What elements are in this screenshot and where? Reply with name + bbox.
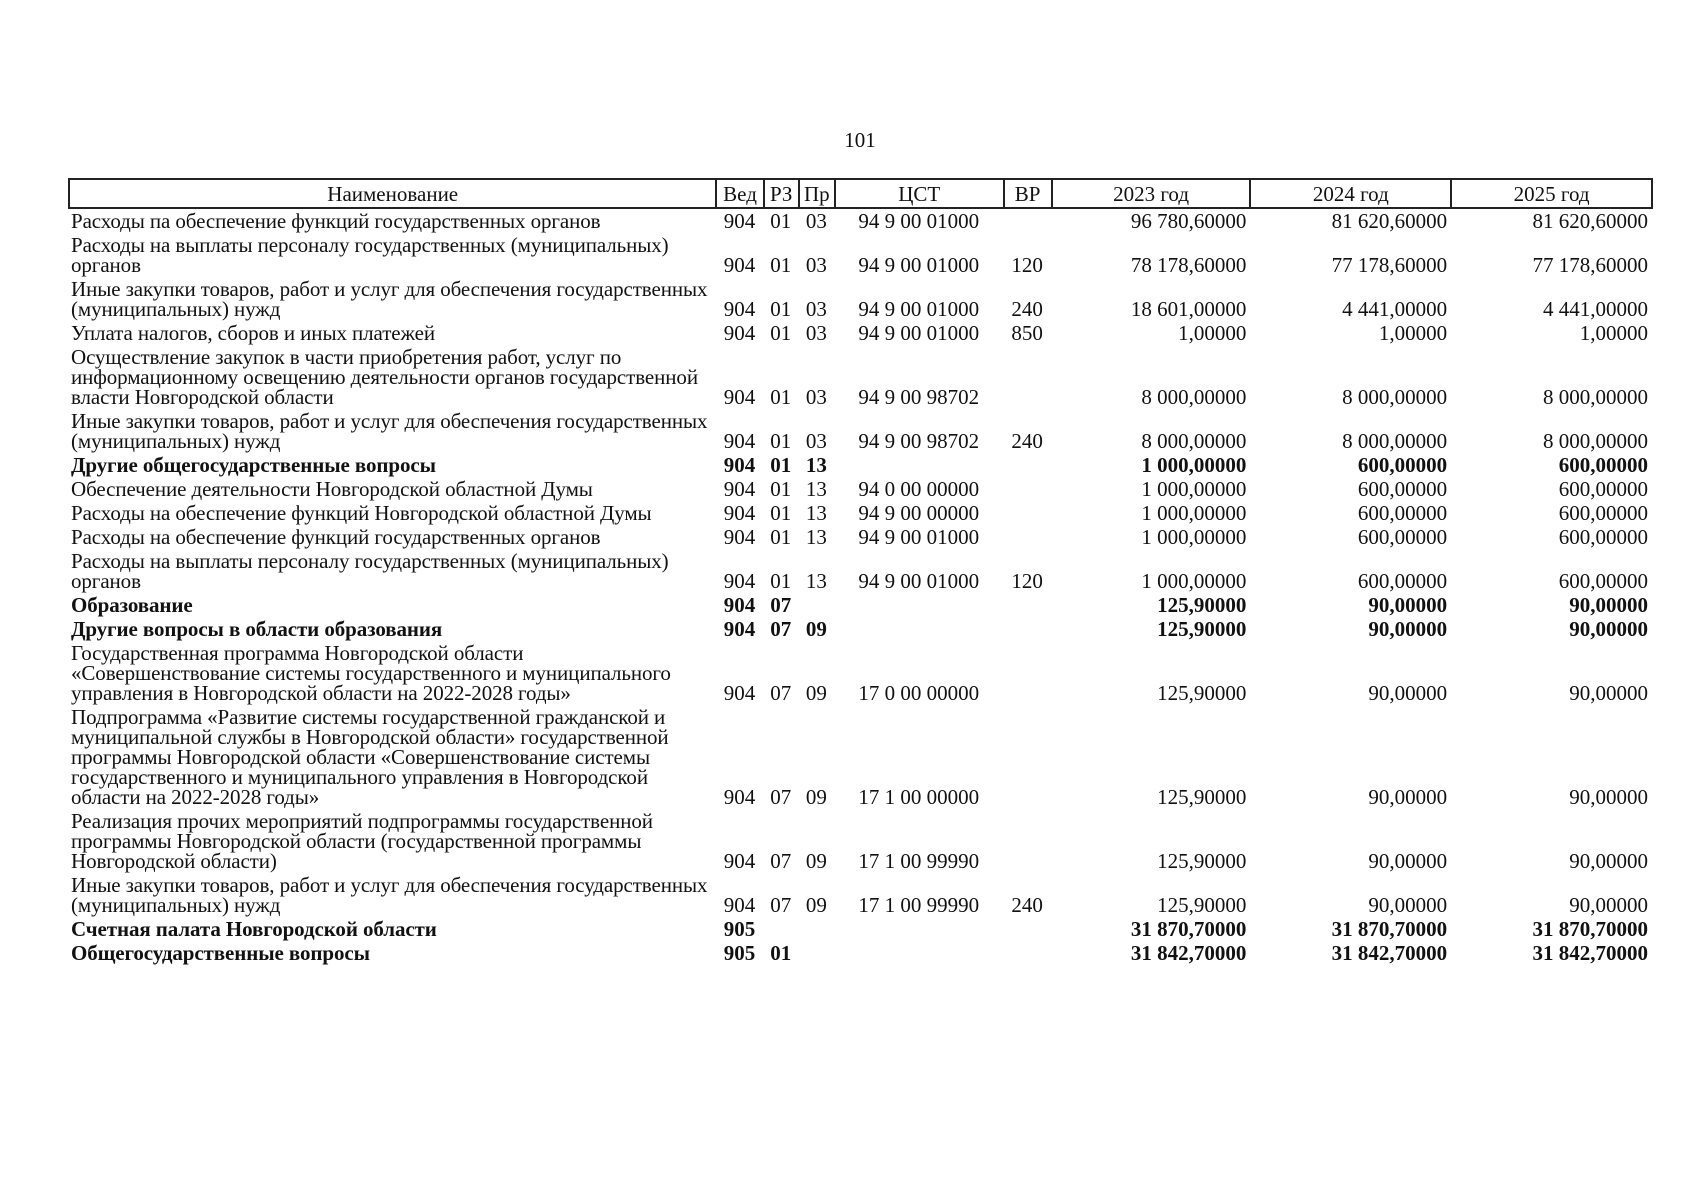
cell-pr: 03	[805, 429, 827, 453]
table-row	[69, 873, 1652, 917]
cell-ved: 904	[723, 569, 756, 593]
cell-rz: 07	[770, 593, 792, 617]
cell-2025: 8 000,00000	[1543, 385, 1648, 409]
table-row	[69, 321, 1652, 345]
cell-2023: 31 842,70000	[1130, 941, 1247, 965]
cell-name: Расходы на выплаты персоналу государственных (муниципальных) органов	[71, 549, 669, 593]
table-row	[69, 409, 1652, 453]
cell-ved: 904	[723, 477, 756, 501]
cell-2025: 600,00000	[1558, 525, 1648, 549]
cell-cst: 94 9 00 01000	[858, 297, 980, 321]
cell-rz: 01	[770, 477, 792, 501]
cell-vr: 240	[1011, 893, 1043, 917]
table-row	[69, 208, 1652, 233]
cell-rz: 01	[770, 297, 792, 321]
cell-cst: 94 9 00 01000	[858, 209, 980, 233]
cell-2023: 125,90000	[1157, 849, 1247, 873]
cell-rz: 07	[770, 849, 792, 873]
cell-2024: 90,00000	[1368, 593, 1448, 617]
cell-2023: 31 870,70000	[1130, 917, 1247, 941]
cell-2025: 31 870,70000	[1532, 917, 1648, 941]
cell-rz: 01	[770, 429, 792, 453]
cell-2024: 31 870,70000	[1331, 917, 1448, 941]
cell-name: Реализация прочих мероприятий подпрограммы государственной программы Новгородской области (государственной программы Новгородской области)	[71, 809, 653, 873]
cell-pr: 03	[805, 209, 827, 233]
cell-vr	[1004, 809, 1052, 873]
cell-rz: 01	[770, 209, 792, 233]
cell-cst: 94 9 00 01000	[858, 569, 980, 593]
cell-2024: 90,00000	[1368, 681, 1448, 705]
cell-2023: 1 000,00000	[1141, 477, 1247, 501]
cell-cst: 94 9 00 01000	[858, 253, 980, 277]
cell-ved: 904	[723, 593, 756, 617]
cell-pr: 13	[805, 453, 827, 477]
cell-2023: 18 601,00000	[1130, 297, 1247, 321]
cell-2023: 125,90000	[1157, 681, 1247, 705]
cell-vr: 120	[1011, 569, 1043, 593]
cell-name: Общегосударственные вопросы	[71, 941, 370, 965]
cell-cst: 94 9 00 98702	[858, 385, 980, 409]
budget-table	[68, 178, 1653, 965]
cell-cst	[835, 593, 1004, 617]
cell-name: Расходы на обеспечение функций государственных органов	[71, 525, 601, 549]
cell-2023: 1,00000	[1178, 321, 1247, 345]
cell-ved: 904	[723, 893, 756, 917]
cell-rz: 07	[770, 893, 792, 917]
cell-rz: 01	[770, 321, 792, 345]
cell-2024: 600,00000	[1357, 525, 1448, 549]
cell-2025: 4 441,00000	[1543, 297, 1648, 321]
cell-pr: 13	[805, 477, 827, 501]
cell-vr	[1004, 941, 1052, 965]
page-number: 101	[844, 128, 876, 152]
cell-2023: 125,90000	[1157, 593, 1247, 617]
cell-vr	[1004, 917, 1052, 941]
cell-cst	[835, 917, 1004, 941]
cell-pr: 03	[805, 385, 827, 409]
cell-pr	[799, 917, 835, 941]
cell-2025: 77 178,60000	[1532, 253, 1648, 277]
cell-vr	[1004, 525, 1052, 549]
cell-2025: 600,00000	[1558, 501, 1648, 525]
cell-2025: 90,00000	[1569, 785, 1648, 809]
cell-2025: 31 842,70000	[1532, 941, 1648, 965]
cell-pr: 09	[805, 785, 827, 809]
cell-2023: 1 000,00000	[1141, 501, 1247, 525]
cell-ved: 904	[723, 785, 756, 809]
cell-rz: 07	[770, 617, 792, 641]
cell-ved: 904	[723, 429, 756, 453]
cell-2024: 600,00000	[1357, 501, 1448, 525]
cell-2025: 81 620,60000	[1532, 209, 1648, 233]
cell-2025: 600,00000	[1558, 569, 1648, 593]
cell-2025: 90,00000	[1569, 593, 1648, 617]
header-2023: 2023 год	[1052, 179, 1251, 208]
cell-vr	[1004, 477, 1052, 501]
cell-name: Другие общегосударственные вопросы	[71, 453, 436, 477]
cell-2024: 90,00000	[1368, 785, 1448, 809]
cell-rz: 07	[770, 681, 792, 705]
header-rz: РЗ	[764, 179, 799, 208]
cell-ved: 904	[723, 297, 756, 321]
cell-pr: 09	[805, 849, 827, 873]
cell-name: Расходы на обеспечение функций Новгородской областной Думы	[71, 501, 652, 525]
cell-2024: 8 000,00000	[1342, 429, 1448, 453]
header-cst: ЦСТ	[835, 179, 1004, 208]
cell-pr: 13	[805, 525, 827, 549]
cell-2025: 600,00000	[1558, 477, 1648, 501]
cell-rz	[764, 917, 799, 941]
cell-ved: 904	[723, 501, 756, 525]
cell-pr: 03	[805, 297, 827, 321]
cell-2023: 125,90000	[1157, 893, 1247, 917]
cell-2024: 600,00000	[1357, 477, 1448, 501]
cell-ved: 904	[723, 525, 756, 549]
cell-ved: 904	[723, 209, 756, 233]
table-row	[69, 549, 1652, 593]
table-row	[69, 917, 1652, 941]
cell-cst: 94 9 00 01000	[858, 525, 980, 549]
cell-name: Осуществление закупок в части приобретения работ, услуг по информационному освещению деятельности органов государственной власти Новгородской области	[71, 345, 698, 409]
cell-cst: 94 9 00 00000	[858, 501, 980, 525]
cell-2025: 8 000,00000	[1543, 429, 1648, 453]
cell-ved: 905	[723, 941, 756, 965]
cell-pr	[799, 941, 835, 965]
cell-cst	[835, 941, 1004, 965]
table-row	[69, 277, 1652, 321]
cell-2023: 125,90000	[1157, 617, 1247, 641]
cell-2025: 1,00000	[1579, 321, 1648, 345]
header-pr: Пр	[799, 179, 835, 208]
table-row	[69, 477, 1652, 501]
cell-rz: 01	[770, 253, 792, 277]
cell-pr: 09	[805, 681, 827, 705]
cell-2024: 600,00000	[1357, 569, 1448, 593]
cell-vr	[1004, 345, 1052, 409]
table-row	[69, 641, 1652, 705]
cell-vr: 240	[1011, 429, 1043, 453]
cell-2024: 77 178,60000	[1331, 253, 1448, 277]
table-row	[69, 593, 1652, 617]
cell-name: Государственная программа Новгородской области «Совершенствование системы государственного и муниципального управления в Новгородской области на 2022-2028 годы»	[71, 641, 671, 705]
table-row	[69, 705, 1652, 809]
cell-cst: 17 0 00 00000	[858, 681, 980, 705]
cell-2025: 90,00000	[1569, 681, 1648, 705]
cell-vr	[1004, 705, 1052, 809]
cell-vr: 850	[1011, 321, 1043, 345]
table-row	[69, 345, 1652, 409]
cell-name: Иные закупки товаров, работ и услуг для обеспечения государственных (муниципальных) нужд	[71, 409, 708, 453]
cell-vr	[1004, 208, 1052, 233]
cell-name: Иные закупки товаров, работ и услуг для обеспечения государственных (муниципальных) нужд	[71, 277, 708, 321]
cell-2024: 81 620,60000	[1331, 209, 1448, 233]
cell-2023: 78 178,60000	[1130, 253, 1247, 277]
cell-vr	[1004, 501, 1052, 525]
cell-ved: 904	[723, 681, 756, 705]
cell-2025: 90,00000	[1569, 849, 1648, 873]
cell-pr: 03	[805, 321, 827, 345]
cell-vr: 120	[1011, 253, 1043, 277]
cell-vr	[1004, 593, 1052, 617]
cell-2025: 90,00000	[1569, 893, 1648, 917]
cell-vr: 240	[1011, 297, 1043, 321]
cell-ved: 904	[723, 321, 756, 345]
cell-ved: 904	[723, 617, 756, 641]
cell-2023: 8 000,00000	[1141, 385, 1247, 409]
cell-2024: 1,00000	[1378, 321, 1448, 345]
table-row	[69, 617, 1652, 641]
cell-2023: 1 000,00000	[1141, 525, 1247, 549]
cell-name: Уплата налогов, сборов и иных платежей	[71, 321, 435, 345]
cell-pr: 09	[805, 893, 827, 917]
header-2024: 2024 год	[1250, 179, 1451, 208]
cell-2023: 96 780,60000	[1130, 209, 1247, 233]
cell-pr: 13	[805, 501, 827, 525]
cell-2023: 8 000,00000	[1141, 429, 1247, 453]
cell-name: Подпрограмма «Развитие системы государственной гражданской и муниципальной службы в Новгородской области» государственной программы Новгородской области «Совершенствование системы государственного и муниципального управления в Новгородской области на 2022-2028 годы»	[71, 705, 669, 809]
table-row	[69, 453, 1652, 477]
cell-2023: 1 000,00000	[1141, 453, 1247, 477]
table-body	[69, 208, 1652, 965]
cell-rz: 01	[770, 385, 792, 409]
cell-name: Иные закупки товаров, работ и услуг для обеспечения государственных (муниципальных) нужд	[71, 873, 708, 917]
cell-2024: 600,00000	[1357, 453, 1448, 477]
header-name: Наименование	[69, 179, 716, 208]
cell-ved: 904	[723, 453, 756, 477]
cell-2023: 125,90000	[1157, 785, 1247, 809]
header-vr: ВР	[1004, 179, 1052, 208]
cell-pr: 03	[805, 253, 827, 277]
cell-cst: 17 1 00 99990	[858, 893, 980, 917]
header-2025: 2025 год	[1451, 179, 1652, 208]
table-row	[69, 501, 1652, 525]
cell-2024: 4 441,00000	[1342, 297, 1448, 321]
cell-cst: 17 1 00 00000	[858, 785, 980, 809]
cell-name: Расходы па обеспечение функций государственных органов	[71, 209, 601, 233]
cell-pr: 09	[805, 617, 827, 641]
cell-cst	[835, 617, 1004, 641]
cell-rz: 01	[770, 941, 792, 965]
cell-2024: 90,00000	[1368, 617, 1448, 641]
table-row	[69, 941, 1652, 965]
cell-vr	[1004, 617, 1052, 641]
cell-cst	[835, 453, 1004, 477]
cell-name: Образование	[71, 593, 193, 617]
cell-cst: 94 9 00 01000	[858, 321, 980, 345]
cell-rz: 01	[770, 569, 792, 593]
table-row	[69, 525, 1652, 549]
cell-ved: 904	[723, 849, 756, 873]
cell-2024: 90,00000	[1368, 849, 1448, 873]
cell-2024: 90,00000	[1368, 893, 1448, 917]
cell-2025: 600,00000	[1558, 453, 1648, 477]
cell-pr	[799, 593, 835, 617]
header-ved: Вед	[716, 179, 763, 208]
cell-cst: 17 1 00 99990	[858, 849, 980, 873]
cell-ved: 904	[723, 253, 756, 277]
cell-name: Счетная палата Новгородской области	[71, 917, 437, 941]
cell-name: Другие вопросы в области образования	[71, 617, 443, 641]
cell-name: Обеспечение деятельности Новгородской областной Думы	[71, 477, 593, 501]
cell-2025: 90,00000	[1569, 617, 1648, 641]
cell-vr	[1004, 453, 1052, 477]
cell-name: Расходы на выплаты персоналу государственных (муниципальных) органов	[71, 233, 669, 277]
cell-rz: 07	[770, 785, 792, 809]
cell-ved: 905	[723, 917, 756, 941]
table-row	[69, 809, 1652, 873]
cell-cst: 94 9 00 98702	[858, 429, 980, 453]
cell-2024: 8 000,00000	[1342, 385, 1448, 409]
cell-ved: 904	[723, 385, 756, 409]
cell-rz: 01	[770, 453, 792, 477]
header-row	[69, 179, 1652, 208]
cell-2024: 31 842,70000	[1331, 941, 1448, 965]
cell-rz: 01	[770, 501, 792, 525]
cell-vr	[1004, 641, 1052, 705]
cell-pr: 13	[805, 569, 827, 593]
table-row	[69, 233, 1652, 277]
cell-cst: 94 0 00 00000	[858, 477, 980, 501]
cell-2023: 1 000,00000	[1141, 569, 1247, 593]
cell-rz: 01	[770, 525, 792, 549]
